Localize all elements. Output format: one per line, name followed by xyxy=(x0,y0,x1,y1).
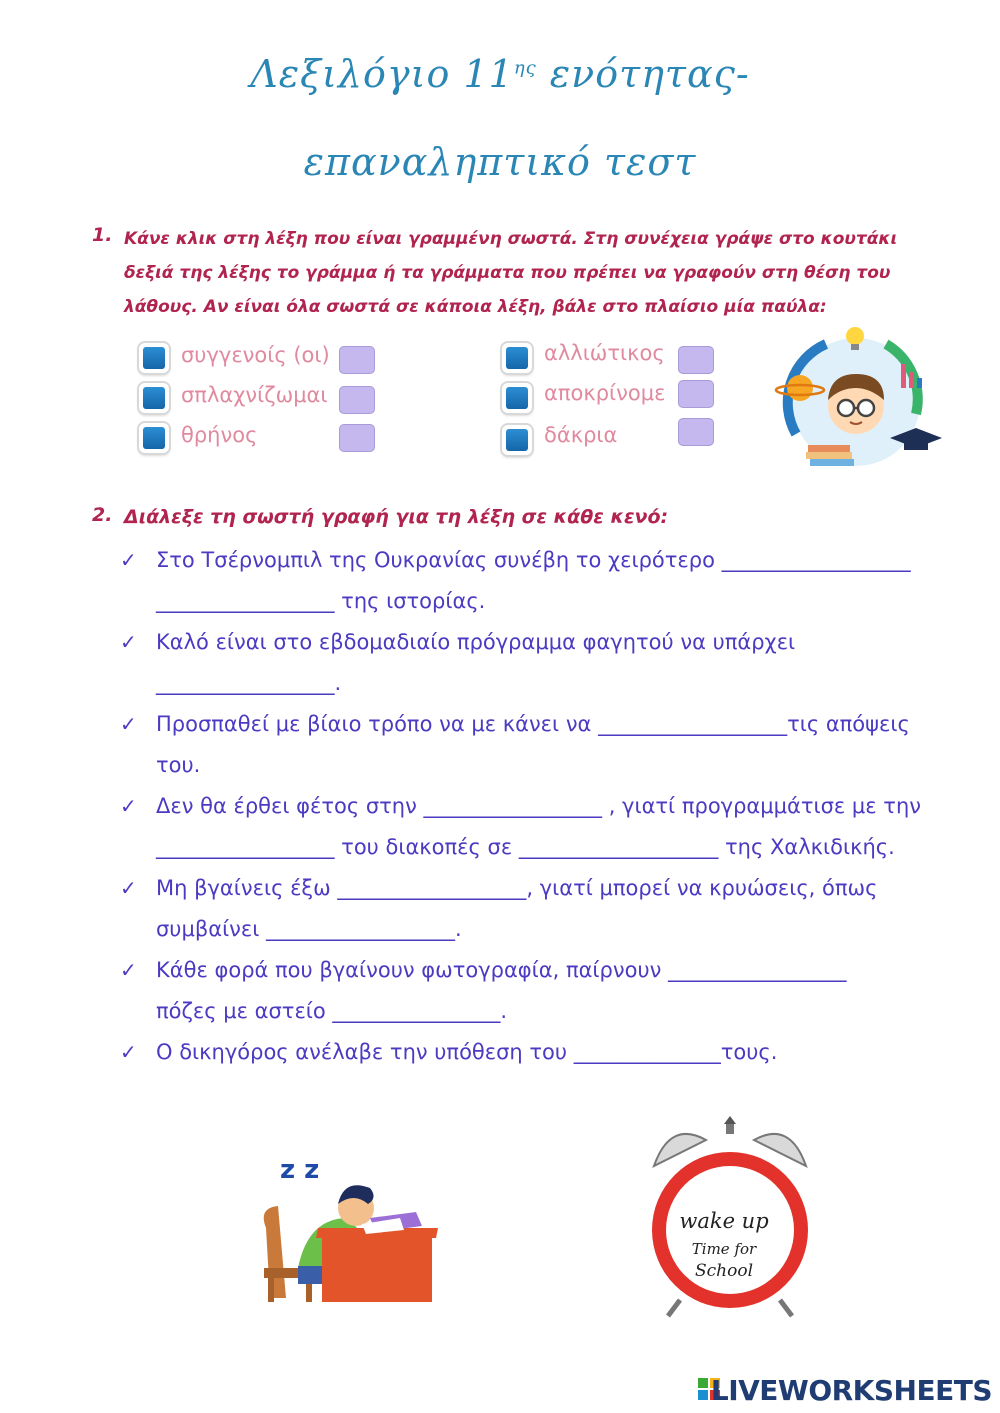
sentence-item-4 xyxy=(120,786,950,868)
sentence-item-5 xyxy=(120,868,950,950)
answer-box-2[interactable] xyxy=(339,386,375,414)
word-label-2[interactable]: σπλαχνίζωμαι xyxy=(181,383,328,407)
sentence-7-line-1: Ο δικηγόρος ανέλαβε την υπόθεση του ______________τους. xyxy=(156,1040,778,1064)
title-line-1 xyxy=(0,52,1000,96)
question-2-number: 2. xyxy=(92,504,113,526)
student-illustration xyxy=(766,324,946,474)
sentence-5-line-1: Μη βγαίνεις έξω __________________, γιατί μπορεί να κρυώσεις, όπως xyxy=(156,876,878,900)
sleeping-boy-illustration xyxy=(258,1148,448,1308)
sentence-6-line-2: πόζες με αστείο ________________. xyxy=(156,999,508,1023)
planet-icon xyxy=(787,375,813,401)
sentence-item-3 xyxy=(120,704,950,786)
lightbulb-icon xyxy=(846,327,864,345)
liveworksheets-watermark: LIVEWORKSHEETS xyxy=(710,1374,992,1407)
sentence-item-7 xyxy=(120,1032,950,1073)
sentence-item-6 xyxy=(120,950,950,1032)
check-icon: ✓ xyxy=(120,1040,137,1064)
answer-box-5[interactable] xyxy=(678,380,714,408)
title-main: Λεξιλόγιο 11 xyxy=(250,52,514,96)
sentence-2-line-2: _________________. xyxy=(156,671,342,695)
check-icon: ✓ xyxy=(120,958,137,982)
checkbox-2[interactable] xyxy=(139,383,169,413)
check-icon: ✓ xyxy=(120,548,137,572)
word-label-4[interactable]: αλλιώτικος xyxy=(544,341,665,365)
checkbox-4[interactable] xyxy=(502,343,532,373)
word-option-6[interactable] xyxy=(500,420,720,456)
clock-text-2: Time for xyxy=(691,1240,757,1258)
alarm-clock-illustration xyxy=(640,1110,820,1320)
answer-box-3[interactable] xyxy=(339,424,375,452)
question-1-instruction: Κάνε κλικ στη λέξη που είναι γραμμένη σωστά. Στη συνέχεια γράψε στο κουτάκι δεξιά της λέξης το γράμμα ή τα γράμματα που πρέπει να γραφούν στη θέση του λάθους. Αν είναι όλα σωστά σε κάποια λέξη, βάλε στο πλαίσιο μία παύλα: xyxy=(124,229,898,317)
word-label-1[interactable]: συγγενοίς (οι) xyxy=(181,343,330,367)
word-label-3[interactable]: θρήνος xyxy=(181,423,258,447)
sentence-4-line-1: Δεν θα έρθει φέτος στην _________________ , γιατί προγραμμάτισε με την xyxy=(156,794,921,818)
sentence-6-line-1: Κάθε φορά που βγαίνουν φωτογραφία, παίρνουν _________________ xyxy=(156,958,847,982)
sentence-list xyxy=(120,540,950,1073)
question-2-instruction: Διάλεξε τη σωστή γραφή για τη λέξη σε κάθε κενό: xyxy=(124,506,669,528)
sentence-3-line-2: του. xyxy=(156,753,201,777)
question-1-number: 1. xyxy=(92,224,113,246)
sentence-item-2 xyxy=(120,622,950,704)
sentence-3-line-1: Προσπαθεί με βίαιο τρόπο να με κάνει να __________________τις απόψεις xyxy=(156,712,910,736)
checkbox-5[interactable] xyxy=(502,383,532,413)
word-option-4[interactable] xyxy=(500,340,720,376)
word-label-6[interactable]: δάκρια xyxy=(544,423,618,447)
sentence-2-line-1: Καλό είναι στο εβδομαδιαίο πρόγραμμα φαγητού να υπάρχει xyxy=(156,630,796,654)
word-label-5[interactable]: αποκρίνομε xyxy=(544,381,666,405)
sentence-5-line-2: συμβαίνει __________________. xyxy=(156,917,462,941)
answer-box-1[interactable] xyxy=(339,346,375,374)
check-icon: ✓ xyxy=(120,876,137,900)
checkbox-6[interactable] xyxy=(502,425,532,455)
sleep-z-icon: z z xyxy=(280,1155,320,1185)
check-icon: ✓ xyxy=(120,712,137,736)
answer-box-4[interactable] xyxy=(678,346,714,374)
sentence-1-line-2: _________________ της ιστορίας. xyxy=(156,589,486,613)
answer-box-6[interactable] xyxy=(678,418,714,446)
word-option-5[interactable] xyxy=(500,380,720,416)
word-option-3[interactable] xyxy=(137,420,382,456)
sentence-1-line-1: Στο Τσέρνομπιλ της Ουκρανίας συνέβη το χειρότερο __________________ xyxy=(156,548,911,572)
checkbox-1[interactable] xyxy=(139,343,169,373)
checkbox-3[interactable] xyxy=(139,423,169,453)
check-icon: ✓ xyxy=(120,794,137,818)
word-option-2[interactable] xyxy=(137,380,382,416)
clock-text-3: School xyxy=(694,1261,754,1281)
title-end: ενότητας- xyxy=(536,52,750,96)
title-superscript: ης xyxy=(513,57,537,79)
clock-text-1: wake up xyxy=(679,1209,769,1233)
sentence-4-line-2: _________________ του διακοπές σε ___________________ της Χαλκιδικής. xyxy=(156,835,895,859)
word-option-1[interactable] xyxy=(137,340,382,376)
check-icon: ✓ xyxy=(120,630,137,654)
sentence-item-1 xyxy=(120,540,950,622)
title-line-2: επαναληπτικό τεστ xyxy=(303,140,697,184)
